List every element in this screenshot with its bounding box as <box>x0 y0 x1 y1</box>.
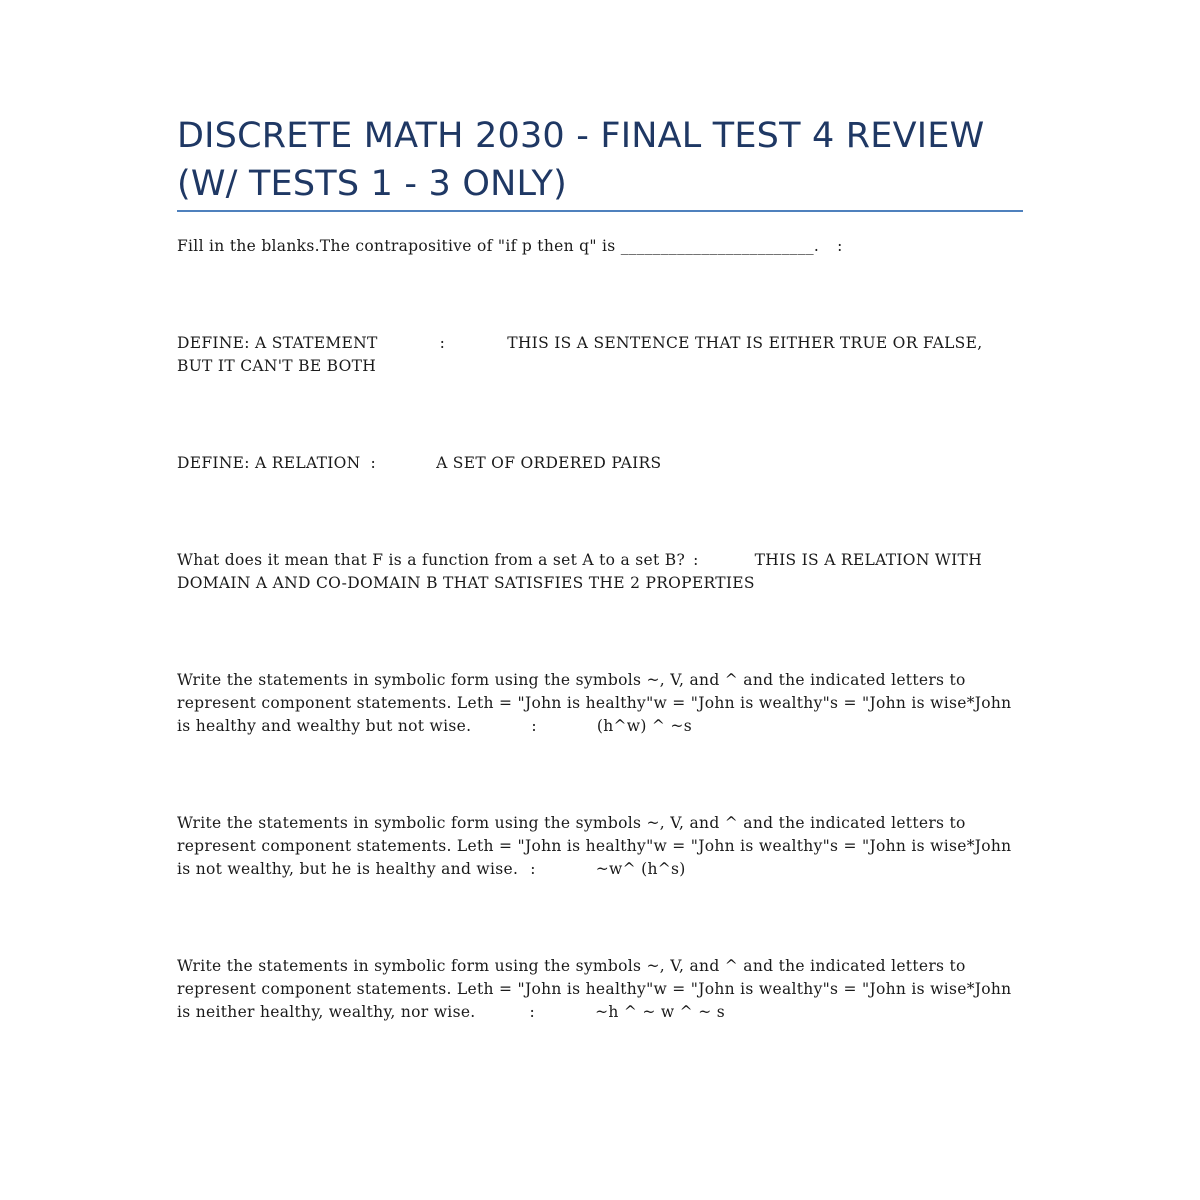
qa-item-7 <box>177 955 1023 1024</box>
answer-separator: : <box>439 334 446 352</box>
answer-text: THIS IS A SENTENCE THAT IS EITHER TRUE OR FALSE, BUT IT CAN'T BE BOTH <box>177 334 983 375</box>
qa-item-5 <box>177 669 1023 738</box>
answer-text: THIS IS A RELATION WITH DOMAIN A AND CO-DOMAIN B THAT SATISFIES THE 2 PROPERTIES <box>177 551 983 592</box>
qa-item-6 <box>177 812 1023 881</box>
answer-separator: : <box>693 551 699 569</box>
question-text: Write the statements in symbolic form using the symbols ~, V, and ^ and the indicated letters to represent component statements. Leth = "John is healthy"w = "John is wealthy"s = "John is wise*John is healthy and wealthy but not wise. <box>177 671 1012 735</box>
question-text: Write the statements in symbolic form using the symbols ~, V, and ^ and the indicated letters to represent component statements. Leth = "John is healthy"w = "John is wealthy"s = "John is wise*John is neither healthy, wealthy, nor wise. <box>177 957 1012 1021</box>
answer-separator: : <box>370 454 377 472</box>
question-text: What does it mean that F is a function from a set A to a set B? <box>177 551 686 569</box>
qa-item-1 <box>177 235 1023 258</box>
question-text: Write the statements in symbolic form using the symbols ~, V, and ^ and the indicated letters to represent component statements. Leth = "John is healthy"w = "John is wealthy"s = "John is wise*John is not wealthy, but he is healthy and wise. <box>177 814 1012 878</box>
question-text: Fill in the blanks.The contrapositive of "if p then q" is ________________________. <box>177 237 820 255</box>
title-divider <box>177 210 1023 212</box>
answer-separator: : <box>531 717 537 735</box>
document-page <box>177 0 1023 1200</box>
answer-separator: : <box>530 860 536 878</box>
answer-separator: : <box>529 1003 536 1021</box>
question-text: DEFINE: A STATEMENT <box>177 334 378 352</box>
answer-text: (h^w) ^ ~s <box>596 717 692 735</box>
question-text: DEFINE: A RELATION <box>177 454 361 472</box>
qa-item-2 <box>177 332 1023 378</box>
document-title: DISCRETE MATH 2030 - FINAL TEST 4 REVIEW (W/ TESTS 1 - 3 ONLY) <box>177 116 985 204</box>
answer-text: A SET OF ORDERED PAIRS <box>436 454 662 472</box>
answer-text: ~w^ (h^s) <box>595 860 686 878</box>
qa-item-3 <box>177 452 1023 475</box>
qa-item-4 <box>177 549 1023 595</box>
answer-separator: : <box>837 237 843 255</box>
answer-text: ~h ^ ~ w ^ ~ s <box>595 1003 725 1021</box>
